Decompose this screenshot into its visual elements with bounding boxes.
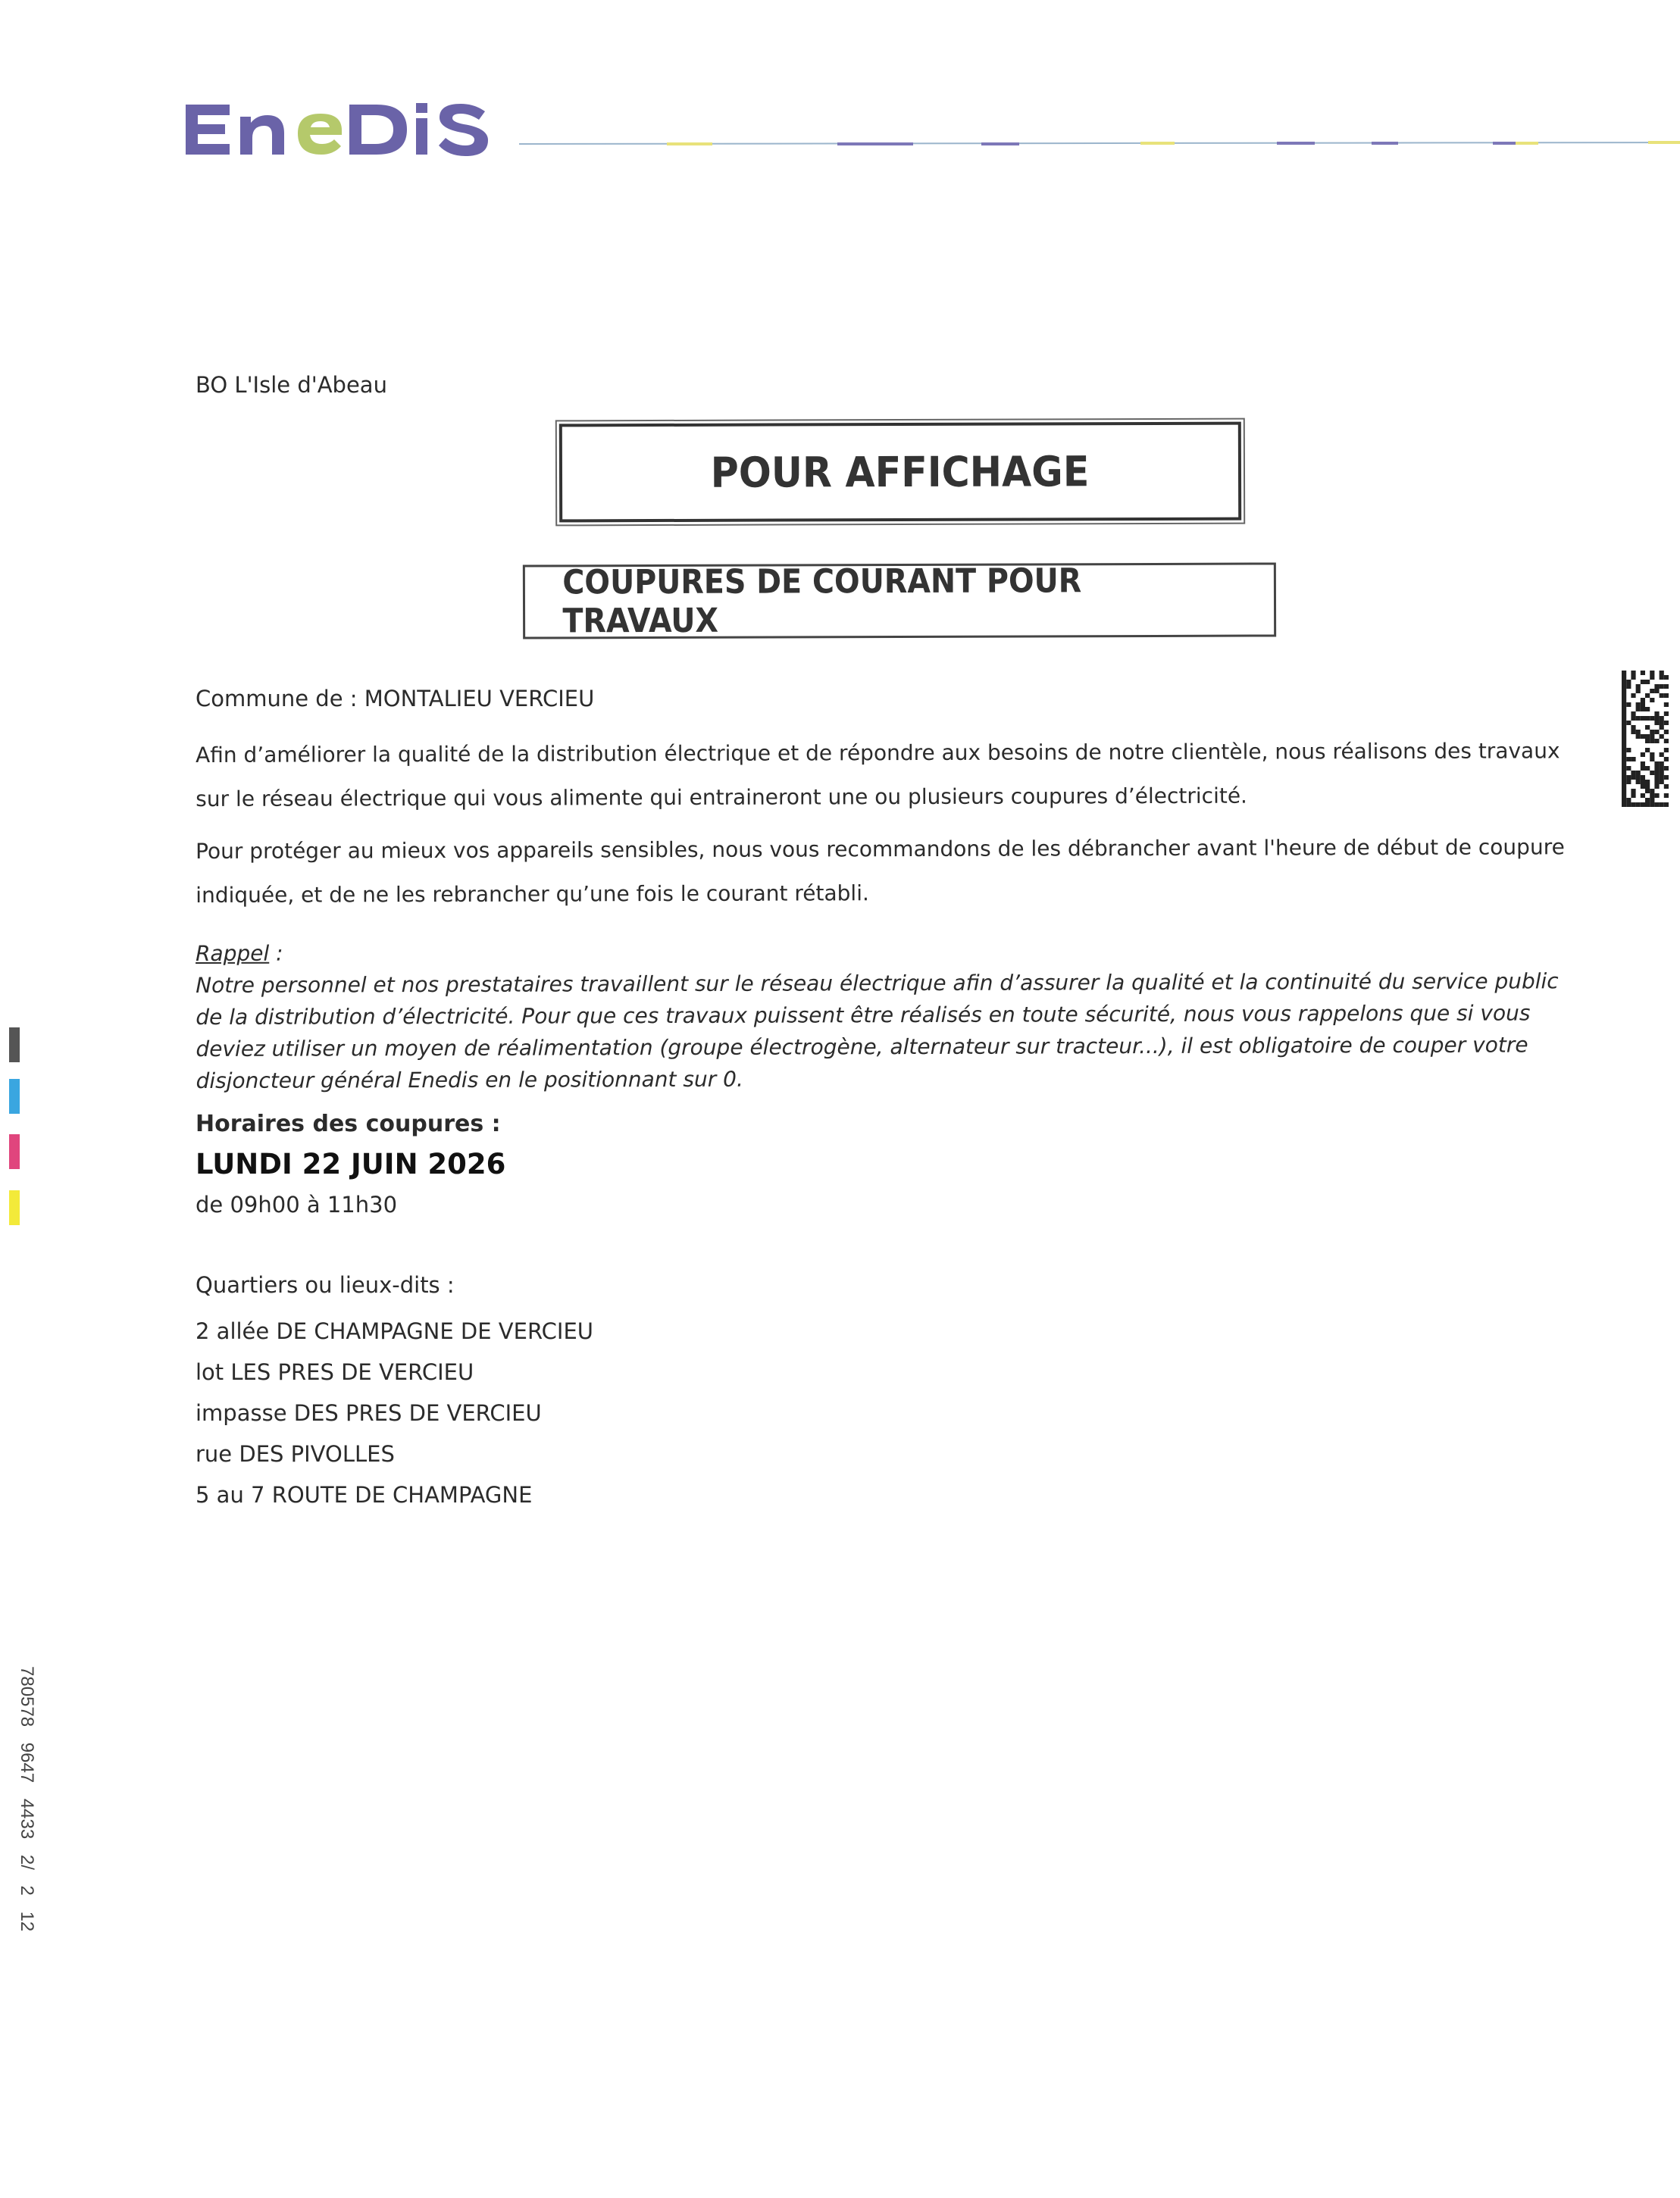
paragraph-line: indiquée, et de ne les rebrancher qu’une fois le courant rétabli.	[196, 880, 869, 908]
advice-paragraph	[196, 825, 1565, 918]
rappel-line: deviez utiliser un moyen de réalimentation (groupe électrogène, alternateur sur tracteur...), il est obligatoire de couper votre	[196, 1032, 1528, 1061]
agency-name: BO L'Isle d'Abeau	[196, 372, 387, 398]
rappel-line: de la distribution d’électricité. Pour que ces travaux puissent être réalisés en toute sécurité, nous vous rappelons que si vous	[196, 1000, 1531, 1030]
header-decorative-line	[519, 141, 1680, 147]
list-item: 5 au 7 ROUTE DE CHAMPAGNE	[196, 1482, 533, 1508]
intro-paragraph	[196, 729, 1560, 821]
main-title: POUR AFFICHAGE	[711, 447, 1090, 497]
main-title-box	[559, 422, 1241, 523]
rappel-title-suffix: :	[269, 940, 283, 966]
print-mark-yellow	[9, 1190, 20, 1225]
outage-hours: de 09h00 à 11h30	[196, 1192, 398, 1218]
rappel-line: Notre personnel et nos prestataires travaillent sur le réseau électrique afin d’assurer la qualité et la continuité du service public	[196, 968, 1559, 998]
rappel-block	[196, 933, 1559, 1097]
quartiers-title: Quartiers ou lieux-dits :	[196, 1272, 455, 1298]
list-item: rue DES PIVOLLES	[196, 1441, 395, 1467]
commune-line: Commune de : MONTALIEU VERCIEU	[196, 686, 595, 711]
enedis-logo	[178, 91, 504, 167]
paragraph-line: Pour protéger au mieux vos appareils sensibles, nous vous recommandons de les débrancher avant l'heure de début de coupure	[196, 834, 1565, 864]
rappel-title: Rappel	[196, 940, 270, 966]
paragraph-line: Afin d’améliorer la qualité de la distribution électrique et de répondre aux besoins de notre clientèle, nous réalisons des travaux	[196, 738, 1560, 768]
print-mark-cyan	[9, 1079, 20, 1114]
datamatrix-code-icon	[1622, 671, 1669, 807]
list-item: impasse DES PRES DE VERCIEU	[196, 1400, 542, 1426]
reference-code: 780578 9647 4433 2/ 2 12	[17, 1666, 37, 1932]
subtitle-box	[523, 562, 1276, 639]
schedule-title: Horaires des coupures :	[196, 1111, 501, 1137]
rappel-line: disjoncteur général Enedis en le positionnant sur 0.	[196, 1066, 743, 1093]
quartiers-list	[196, 1311, 593, 1515]
list-item: lot LES PRES DE VERCIEU	[196, 1359, 474, 1385]
subtitle: COUPURES DE COURANT POUR TRAVAUX	[562, 561, 1082, 641]
paragraph-line: sur le réseau électrique qui vous alimente qui entraineront une ou plusieurs coupures d’électricité.	[196, 783, 1247, 811]
print-mark-black	[9, 1027, 20, 1062]
list-item: 2 allée DE CHAMPAGNE DE VERCIEU	[196, 1318, 594, 1344]
outage-date: LUNDI 22 JUIN 2026	[196, 1148, 506, 1180]
print-mark-magenta	[9, 1134, 20, 1169]
